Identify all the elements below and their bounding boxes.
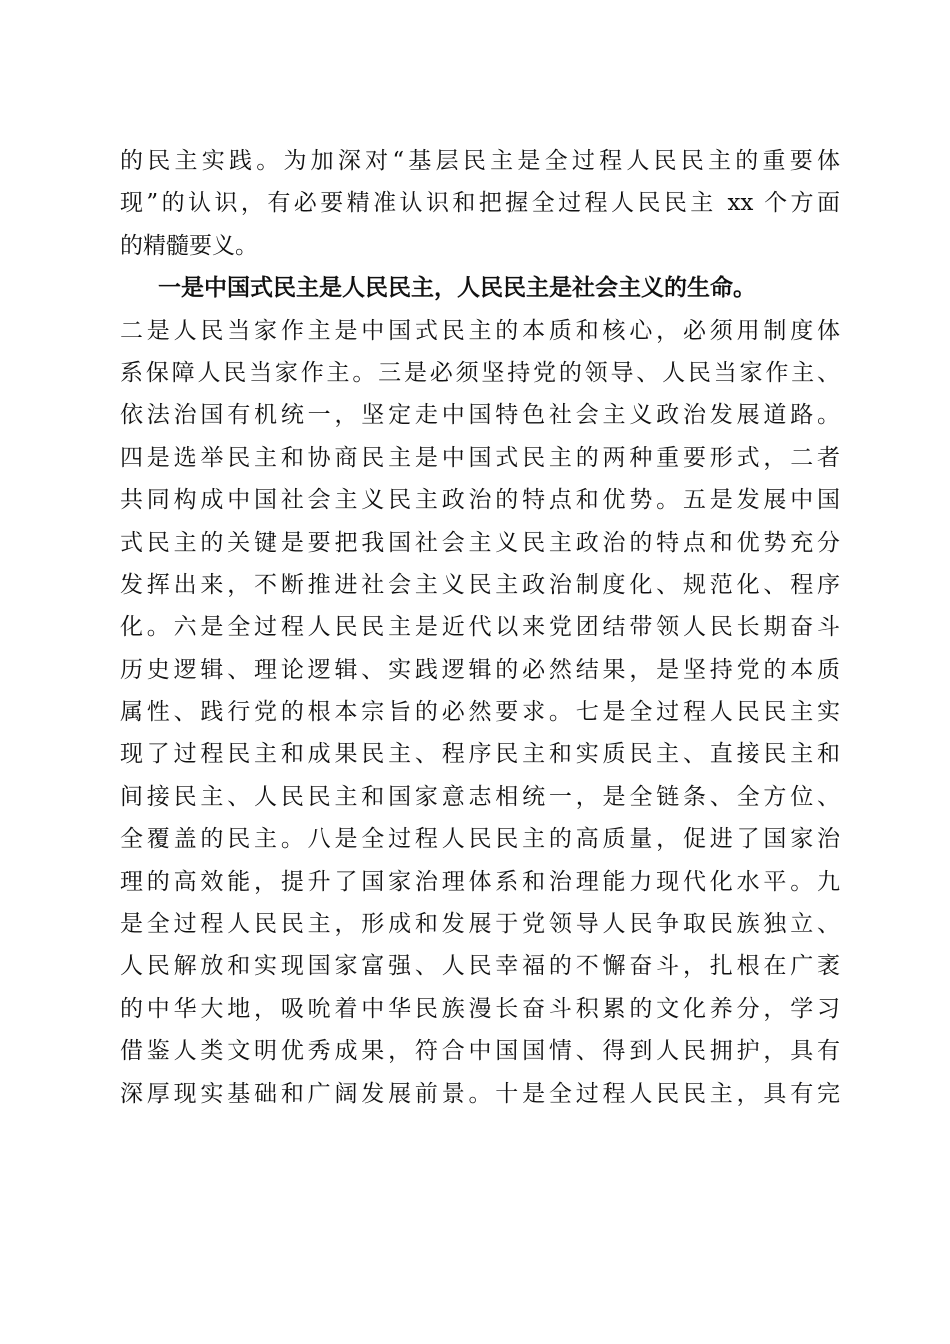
- text-line: 二是人民当家作主是中国式民主的本质和核心，必须用制度体: [120, 317, 840, 344]
- text-line: 依法治国有机统一，坚定走中国特色社会主义政治发展道路。: [120, 402, 840, 429]
- text-line: 历史逻辑、理论逻辑、实践逻辑的必然结果，是坚持党的本质: [120, 656, 840, 683]
- text-line: 借鉴人类文明优秀成果，符合中国国情、得到人民拥护，具有: [120, 1038, 840, 1065]
- body-text: [120, 140, 840, 1115]
- text-line: 全覆盖的民主。八是全过程人民民主的高质量，促进了国家治: [120, 826, 840, 853]
- text-line: 的精髓要义。: [120, 232, 258, 259]
- text-line: 发挥出来，不断推进社会主义民主政治制度化、规范化、程序: [120, 571, 840, 598]
- text-line: 现”的认识，有必要精准认识和把握全过程人民民主 xx 个方面: [120, 190, 840, 217]
- text-line: 的民主实践。为加深对“基层民主是全过程人民民主的重要体: [120, 148, 840, 174]
- text-line: 共同构成中国社会主义民主政治的特点和优势。五是发展中国: [120, 487, 840, 514]
- text-line: 间接民主、人民民主和国家意志相统一，是全链条、全方位、: [120, 783, 840, 810]
- text-line: 是全过程人民民主，形成和发展于党领导人民争取民族独立、: [120, 911, 840, 938]
- text-line: 现了过程民主和成果民主、程序民主和实质民主、直接民主和: [120, 741, 840, 768]
- text-line: 属性、践行党的根本宗旨的必然要求。七是全过程人民民主实: [120, 699, 840, 726]
- text-line: 化。六是全过程人民民主是近代以来党团结带领人民长期奋斗: [120, 614, 840, 641]
- text-line: 系保障人民当家作主。三是必须坚持党的领导、人民当家作主、: [120, 359, 840, 386]
- text-line: 深厚现实基础和广阔发展前景。十是全过程人民民主，具有完: [120, 1080, 840, 1107]
- text-line: 的中华大地，吸吮着中华民族漫长奋斗积累的文化养分，学习: [120, 995, 840, 1022]
- bold-lead-line: 一是中国式民主是人民民主，人民民主是社会主义的生命。: [158, 275, 756, 302]
- text-line: 理的高效能，提升了国家治理体系和治理能力现代化水平。九: [120, 868, 840, 895]
- text-line: 人民解放和实现国家富强、人民幸福的不懈奋斗，扎根在广袤: [120, 953, 840, 980]
- text-line: 四是选举民主和协商民主是中国式民主的两种重要形式，二者: [120, 444, 840, 471]
- text-line: 式民主的关键是要把我国社会主义民主政治的特点和优势充分: [120, 529, 840, 556]
